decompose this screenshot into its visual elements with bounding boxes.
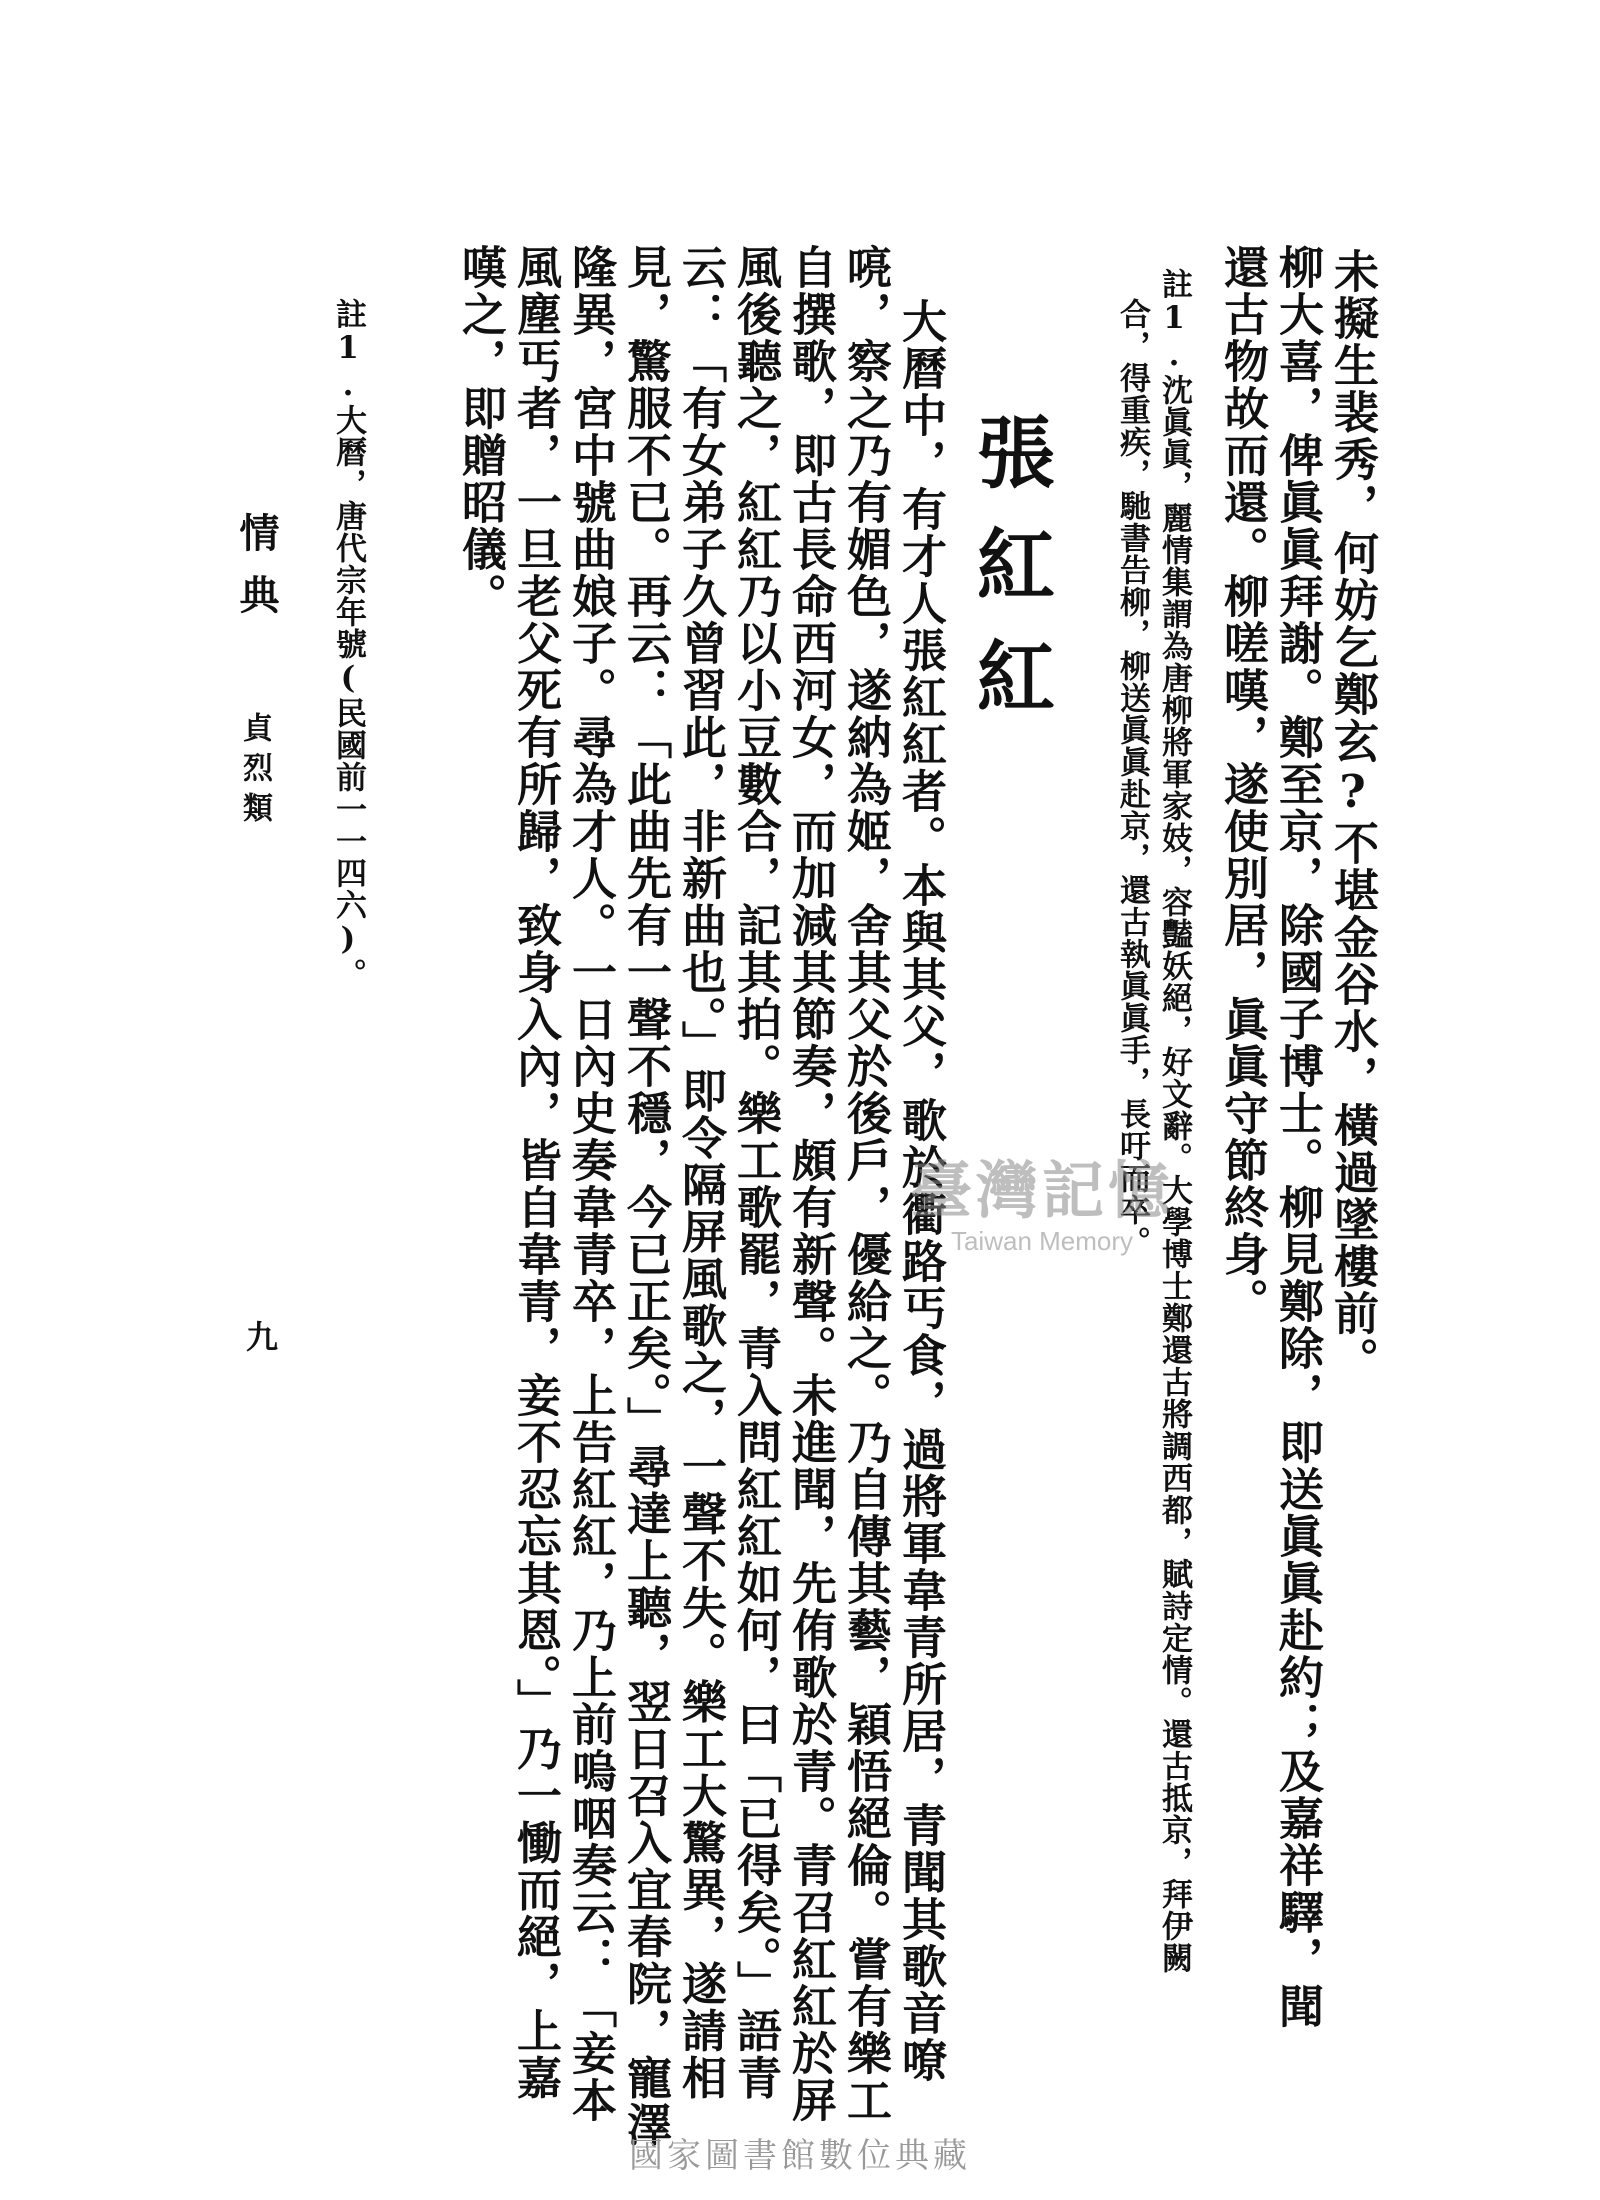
- page-number: 九: [246, 1318, 279, 1356]
- book-title: 情典: [233, 512, 280, 636]
- note-line-2: 合，得重疾，馳書告柳，柳送眞眞赴京，還古執眞眞手，長吁而卒。: [1114, 298, 1150, 1258]
- poem-line-3: 還古物故而還。柳嗟嘆，遂使別居，眞眞守節終身。: [1216, 244, 1269, 1325]
- category-label: 貞烈類: [237, 712, 272, 832]
- taiwan-memory-watermark: [782, 1154, 1302, 1256]
- watermark-subtitle: Taiwan Memory: [950, 1226, 1134, 1256]
- paragraph-line-3: 自撰歌，即古長命西河女，而加減其節奏，頗有新聲。未進聞，先侑歌於青。青召紅紅於屏: [784, 244, 837, 2124]
- paragraph-line-9: 嘆之，即贈昭儀。: [454, 244, 507, 620]
- poem-line-2: 柳大喜，俾眞眞拜謝。鄭至京，除國子博士。柳見鄭除，即送眞眞赴約；及嘉祥驛，聞: [1271, 244, 1324, 2030]
- article-footnote: 註1.大曆，唐代宗年號(民國前一一四六)。: [330, 298, 366, 990]
- article-title: 張紅紅: [964, 412, 1055, 748]
- paragraph-line-8: 風塵丐者，一旦老父死有所歸，致身入內，皆自韋青，妾不忍忘其恩。」乃一慟而絕，上嘉: [509, 244, 562, 2102]
- paragraph-line-6: 見，驚服不已。再云：「此曲先有一聲不穩，今已正矣。」尋達上聽，翌日召入宜春院，寵澤: [619, 244, 672, 2149]
- paragraph-line-5: 云：「有女弟子久曾習此，非新曲也。」即令隔屏風歌之，一聲不失。樂工大驚異，遂請相: [674, 244, 727, 2102]
- note-line-1: 註1.沈眞眞，麗情集謂為唐柳將軍家妓，容豔妖絕，好文辭。大學博士鄭還古將調西都，賦詩定情。還古抵京，拜伊闕: [1156, 268, 1192, 1974]
- library-label: 國家圖書館數位典藏: [629, 2136, 971, 2176]
- paragraph-line-1: 大曆中，有才人張紅紅者。本與其父，歌於衢路丐食，過將軍韋青所居，青聞其歌音嘹: [894, 298, 947, 2084]
- paragraph-line-4: 風後聽之，紅紅乃以小豆數合，記其拍。樂工歌罷，青入問紅紅如何，曰「已得矣。」語青: [729, 244, 782, 2102]
- poem-line-1: 未擬生裴秀，何妨乞鄭玄?不堪金谷水，橫過墜樓前。: [1326, 248, 1379, 1384]
- watermark-logo: 臺灣記憶: [909, 1154, 1174, 1227]
- paragraph-line-7: 隆異，宮中號曲娘子。尋為才人。一日內史奏韋青卒，上告紅紅，乃上前嗚咽奏云：「妾本: [564, 244, 617, 2124]
- paragraph-line-2: 喨，察之乃有媚色，遂納為姬，舍其父於後戶，優給之。乃自傳其藝，穎悟絕倫。嘗有樂工: [839, 244, 892, 2124]
